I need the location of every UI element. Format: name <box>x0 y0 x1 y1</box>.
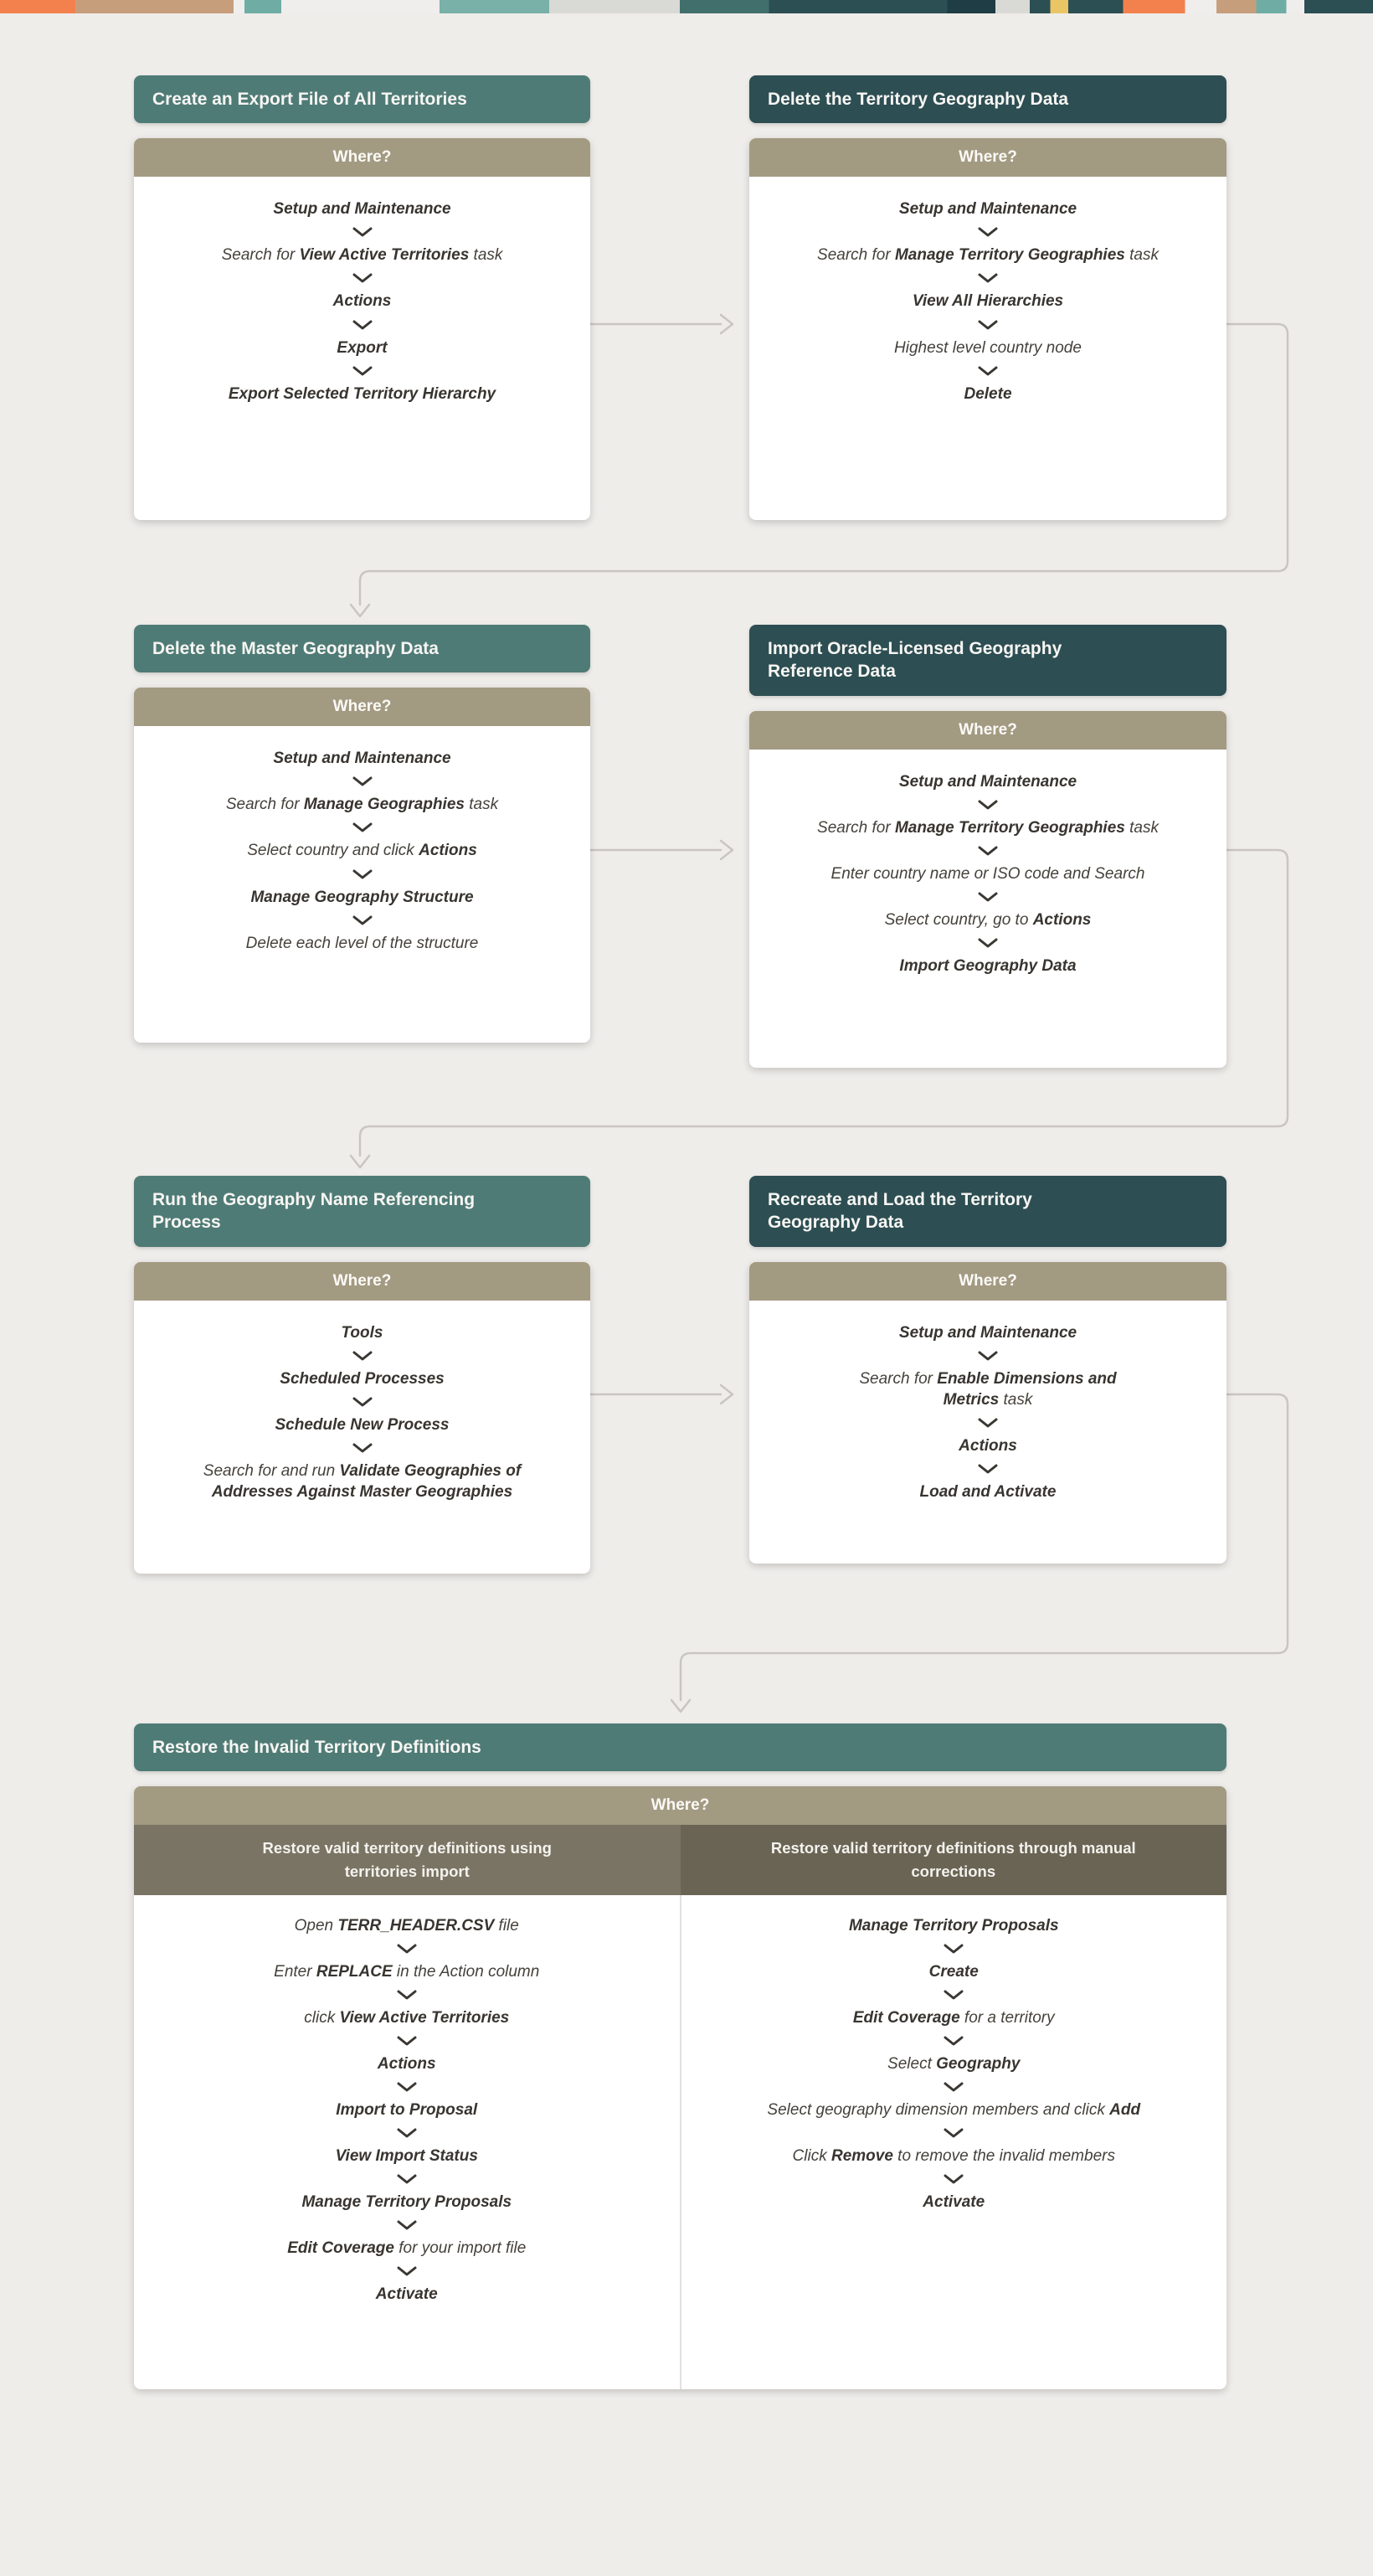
step-arrow-down-icon <box>352 1350 373 1362</box>
step-text: Manage Territory Proposals <box>848 1916 1059 1935</box>
flow-box-run-geography-name-referencing <box>134 1176 590 1574</box>
step-text: Search for Manage Geographies task <box>225 796 499 814</box>
steps-list <box>749 177 1226 420</box>
steps-list <box>134 1301 590 1519</box>
subheader-manual-corrections: Restore valid territory definitions through manual corrections <box>681 1825 1227 1895</box>
step-arrow-down-icon <box>396 1989 418 2001</box>
step-arrow-down-icon <box>977 937 999 949</box>
step-arrow-down-icon <box>352 822 373 833</box>
step-arrow-down-icon <box>977 799 999 811</box>
step-arrow-down-icon <box>352 775 373 787</box>
step-text: Setup and Maintenance <box>273 750 451 768</box>
box-card <box>134 1786 1226 2389</box>
step-text: Manage Geography Structure <box>250 888 474 906</box>
step-arrow-down-icon <box>352 226 373 238</box>
subheader-row <box>134 1825 1226 1895</box>
step-text: click View Active Territories <box>304 2008 510 2027</box>
down-arrow-icon-3 <box>671 1700 690 1712</box>
step-text: Select Geography <box>887 2055 1021 2074</box>
step-arrow-down-icon <box>943 2035 964 2047</box>
step-arrow-down-icon <box>396 2035 418 2047</box>
steps-list <box>681 1895 1227 2230</box>
step-text: Select country and click Actions <box>247 842 477 860</box>
box-title: Delete the Master Geography Data <box>134 625 590 672</box>
step-arrow-down-icon <box>977 1417 999 1429</box>
step-arrow-down-icon <box>352 365 373 377</box>
step-arrow-down-icon <box>396 2173 418 2185</box>
step-text: Actions <box>332 292 392 311</box>
decorative-collage-banner <box>0 0 1373 13</box>
flow-box-import-oracle-licensed-geography <box>749 625 1226 1068</box>
step-text: Select geography dimension members and click Add <box>767 2101 1141 2120</box>
step-text: Tools <box>341 1323 383 1342</box>
step-arrow-down-icon <box>943 2081 964 2093</box>
box-title: Import Oracle-Licensed Geography Reference Data <box>749 625 1226 696</box>
box-title: Create an Export File of All Territories <box>134 75 590 123</box>
down-arrow-icon-1 <box>351 605 369 616</box>
box-card <box>134 1262 590 1574</box>
step-arrow-down-icon <box>943 2173 964 2185</box>
right-arrow-icon-1 <box>721 315 733 333</box>
step-text: Activate <box>375 2285 438 2304</box>
right-arrow-icon-3 <box>721 1385 733 1404</box>
step-text: Select country, go to Actions <box>884 910 1092 929</box>
box-card <box>749 1262 1226 1564</box>
step-arrow-down-icon <box>977 272 999 284</box>
step-arrow-down-icon <box>977 365 999 377</box>
step-text: Delete <box>964 384 1012 403</box>
step-text: Manage Territory Proposals <box>301 2193 512 2212</box>
box-title: Restore the Invalid Territory Definitions <box>134 1723 1226 1771</box>
right-arrow-icon-2 <box>721 841 733 859</box>
step-text: Edit Coverage for a territory <box>852 2008 1055 2027</box>
step-arrow-down-icon <box>977 891 999 903</box>
step-text: Setup and Maintenance <box>898 772 1077 791</box>
column-territories-import <box>134 1895 681 2389</box>
step-text: Create <box>928 1962 979 1981</box>
step-text: Search for and run Validate Geographies of Addresses Against Master Geographies <box>203 1461 522 1501</box>
where-bar: Where? <box>134 1262 590 1301</box>
step-text: Load and Activate <box>919 1482 1057 1501</box>
steps-list <box>134 1895 680 2322</box>
flow-box-restore-invalid-territory-definitions <box>134 1723 1226 2389</box>
step-text: Setup and Maintenance <box>273 200 451 219</box>
flow-box-delete-master-geography <box>134 625 590 1043</box>
step-text: Export <box>337 338 388 357</box>
box-title: Delete the Territory Geography Data <box>749 75 1226 123</box>
step-text: Click Remove to remove the invalid members <box>792 2147 1115 2166</box>
step-text: View All Hierarchies <box>912 292 1064 311</box>
step-text: Open TERR_HEADER.CSV file <box>294 1916 519 1935</box>
box-card <box>134 138 590 520</box>
step-arrow-down-icon <box>977 1463 999 1475</box>
box-title: Run the Geography Name Referencing Process <box>134 1176 590 1247</box>
step-text: View Import Status <box>335 2147 478 2166</box>
box-card <box>749 138 1226 520</box>
step-text: Highest level country node <box>894 338 1082 357</box>
where-bar: Where? <box>134 138 590 177</box>
step-text: Search for Manage Territory Geographies task <box>817 246 1159 265</box>
step-text: Scheduled Processes <box>280 1369 445 1388</box>
step-text: Search for Enable Dimensions and Metrics task <box>859 1369 1117 1409</box>
step-arrow-down-icon <box>943 1943 964 1955</box>
step-text: Setup and Maintenance <box>898 200 1077 219</box>
step-text: Enter REPLACE in the Action column <box>274 1962 540 1981</box>
box-card <box>749 711 1226 1068</box>
where-bar: Where? <box>749 711 1226 750</box>
step-arrow-down-icon <box>396 2127 418 2139</box>
step-text: Delete each level of the structure <box>245 934 479 952</box>
step-arrow-down-icon <box>977 845 999 857</box>
step-text: Search for Manage Territory Geographies task <box>817 818 1159 837</box>
step-text: Actions <box>959 1436 1017 1455</box>
step-arrow-down-icon <box>396 1943 418 1955</box>
flow-box-create-export-file <box>134 75 590 520</box>
box-card <box>134 688 590 1043</box>
step-arrow-down-icon <box>352 914 373 926</box>
step-arrow-down-icon <box>396 2219 418 2231</box>
steps-list <box>134 177 590 420</box>
where-bar: Where? <box>749 138 1226 177</box>
steps-list <box>749 750 1226 993</box>
step-text: Enter country name or ISO code and Search <box>830 864 1145 883</box>
step-text: Schedule New Process <box>275 1415 450 1434</box>
step-arrow-down-icon <box>352 319 373 331</box>
down-arrow-icon-2 <box>351 1156 369 1167</box>
step-arrow-down-icon <box>396 2081 418 2093</box>
where-bar: Where? <box>134 688 590 726</box>
step-text: Export Selected Territory Hierarchy <box>228 384 496 403</box>
column-manual-corrections <box>681 1895 1227 2389</box>
step-arrow-down-icon <box>943 2127 964 2139</box>
steps-list <box>749 1301 1226 1519</box>
where-bar: Where? <box>134 1786 1226 1825</box>
step-arrow-down-icon <box>977 319 999 331</box>
where-bar: Where? <box>749 1262 1226 1301</box>
step-arrow-down-icon <box>977 1350 999 1362</box>
step-text: Search for View Active Territories task <box>221 246 503 265</box>
step-text: Setup and Maintenance <box>898 1323 1077 1342</box>
step-text: Activate <box>923 2193 985 2212</box>
box-title: Recreate and Load the Territory Geography Data <box>749 1176 1226 1247</box>
bottom-columns <box>134 1895 1226 2389</box>
step-arrow-down-icon <box>977 226 999 238</box>
flow-box-delete-territory-geography <box>749 75 1226 520</box>
step-text: Edit Coverage for your import file <box>287 2239 527 2258</box>
step-arrow-down-icon <box>943 1989 964 2001</box>
steps-list <box>134 726 590 970</box>
step-arrow-down-icon <box>396 2265 418 2277</box>
step-text: Actions <box>377 2055 436 2074</box>
step-arrow-down-icon <box>352 1396 373 1408</box>
step-arrow-down-icon <box>352 272 373 284</box>
step-arrow-down-icon <box>352 1442 373 1454</box>
step-arrow-down-icon <box>352 868 373 880</box>
step-text: Import Geography Data <box>899 956 1077 975</box>
subheader-territories-import: Restore valid territory definitions using territories import <box>134 1825 681 1895</box>
flow-box-recreate-load-territory-geography <box>749 1176 1226 1564</box>
step-text: Import to Proposal <box>336 2101 478 2120</box>
